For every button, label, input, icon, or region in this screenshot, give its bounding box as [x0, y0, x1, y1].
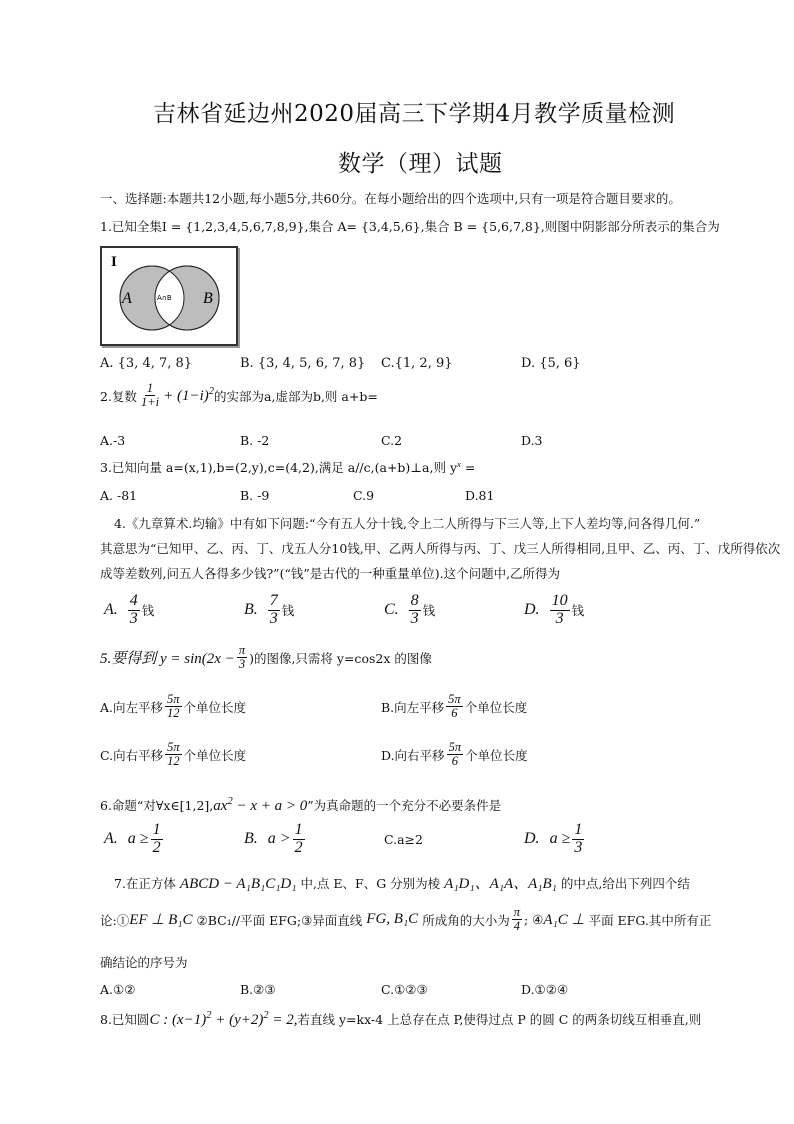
q2-option-b: B. -2 — [240, 433, 270, 448]
q6-d-expr: a ≥ — [549, 830, 571, 848]
q4-b-den: 3 — [269, 609, 278, 627]
q7-option-a: A.①② — [100, 982, 136, 997]
q5-a-post: 个单位长度 — [183, 699, 247, 715]
q5-d-num: 5π — [448, 740, 462, 754]
q4-option-b-label: B. — [244, 601, 258, 619]
q4-a-num: 4 — [129, 592, 138, 609]
q5-frac-den: 3 — [238, 657, 246, 672]
q3-option-b: B. -9 — [240, 488, 270, 503]
venn-label-i: I — [111, 254, 117, 270]
q7-l2e: 所成角的大小为 — [422, 912, 510, 928]
q4-option-d-label: D. — [524, 601, 540, 619]
section-intro: 一、选择题:本题共12小题,每小题5分,共60分。在每小题给出的四个选项中,只有一项是符合题目要求的。 — [100, 191, 681, 206]
q6-b-expr: a > — [267, 830, 291, 848]
q5-a-frac — [165, 693, 182, 720]
q5-c-post: 个单位长度 — [183, 747, 247, 763]
q4-line1: 4.《九章算术.均输》中有如下问题:“今有五人分十钱,令上二人所得与下三人等,上下人差均等,问各得几何.” — [114, 516, 701, 531]
q5-suffix: )的图像,只需将 y=cos2x 的图像 — [249, 650, 432, 666]
q4-option-b-unit: 钱 — [281, 603, 295, 619]
q1-option-a: A. {3, 4, 7, 8} — [100, 356, 193, 371]
q1-option-c: C.{1, 2, 9} — [381, 356, 453, 371]
q5-option-a — [100, 693, 246, 720]
q5-d-post: 个单位长度 — [465, 747, 528, 763]
q4-option-d-unit: 钱 — [571, 603, 585, 619]
q7-option-c: C.①②③ — [381, 982, 428, 997]
q4-option-c-unit: 钱 — [422, 603, 436, 619]
q8-expr3: = 2, — [268, 1012, 298, 1028]
q2-stem — [100, 382, 378, 409]
q3-tail: = — [460, 460, 476, 475]
q5-option-d — [381, 741, 528, 768]
q5-option-b — [381, 693, 527, 720]
q7-l2d: FG, B₁C — [366, 911, 419, 928]
q7-option-b: B.②③ — [240, 982, 276, 997]
venn-label-center: A∩B — [157, 294, 172, 302]
q5-b-frac — [446, 693, 463, 720]
venn-label-b: B — [203, 290, 213, 307]
q5-d-frac — [447, 741, 464, 768]
q6-stem-c: − x + a > 0 — [232, 798, 308, 814]
q6-a-num: 1 — [152, 821, 161, 838]
q8-stem — [100, 1010, 701, 1029]
q7-l1a: 7.在正方体 — [114, 876, 176, 891]
q4-option-a-label: A. — [104, 601, 118, 619]
q2-prefix: 2.复数 — [100, 388, 137, 404]
venn-svg — [102, 248, 236, 344]
q4-option-a-unit: 钱 — [141, 603, 155, 619]
q3-stem-text: 3.已知向量 a=(x,1),b=(2,y),c=(4,2),满足 a//c,(a+b)⊥a,则 y — [100, 460, 458, 475]
q4-option-a-frac — [128, 593, 140, 628]
q5-c-num: 5π — [167, 740, 180, 754]
q7-frac-num: π — [513, 905, 520, 919]
q7-l2g: A₁C ⊥ — [543, 912, 585, 929]
q4-line2: 其意思为“已知甲、乙、丙、丁、戊五人分10钱,甲、乙两人所得与丙、丁、戊三人所得相同,且甲、乙、丙、丁、戊所得依次 — [100, 541, 781, 556]
q4-a-den: 3 — [129, 609, 138, 627]
q4-option-d-frac — [550, 593, 570, 628]
q6-d-frac — [572, 822, 584, 857]
q3-sup: x — [457, 458, 461, 469]
q6-a-frac — [151, 822, 163, 857]
q4-option-c — [384, 593, 435, 628]
title-line1: 吉林省延边州2020届高三下学期4月教学质量检测 — [153, 101, 676, 127]
q8-sup1: 2 — [206, 1010, 212, 1021]
q5-stem — [100, 644, 432, 671]
q8-prefix: 8.已知圆 — [100, 1012, 150, 1027]
q7-l1e: 的中点,给出下列四个结 — [560, 876, 690, 891]
q5-a-den: 12 — [167, 706, 180, 721]
q2-fraction — [139, 382, 161, 409]
q2-option-c: C.2 — [381, 433, 403, 448]
q6-b-frac — [293, 822, 305, 857]
q7-l1d: A₁D₁、A₁A、A₁B₁ — [444, 876, 557, 892]
venn-label-a: A — [122, 290, 132, 307]
q7-line3: 确结论的序号为 — [100, 955, 188, 970]
q5-frac-num: π — [238, 643, 246, 657]
q7-frac-den: 4 — [513, 919, 520, 934]
q7-frac — [512, 906, 522, 933]
q2-option-a: A.-3 — [100, 433, 126, 448]
q4-option-b-frac — [268, 593, 280, 628]
q7-l2c: ②BC₁//平面 EFG;③异面直线 — [196, 912, 363, 928]
q7-line1 — [114, 872, 690, 893]
q6-option-d — [524, 822, 586, 857]
q5-b-num: 5π — [448, 692, 461, 706]
q5-prefix: 5.要得到 y = sin(2x − — [100, 651, 235, 668]
title-line2: 数学（理）试题 — [338, 151, 503, 177]
q8-suffix: 若直线 y=kx-4 上总存在点 P,使得过点 P 的圆 C 的两条切线互相垂直,则 — [297, 1012, 702, 1027]
q6-a-den: 2 — [152, 838, 161, 856]
q7-l2a: 论:① — [100, 912, 130, 928]
q7-line2 — [100, 906, 711, 933]
q5-b-pre: B.向左平移 — [381, 699, 445, 715]
q1-option-b: B. {3, 4, 5, 6, 7, 8} — [240, 356, 366, 371]
q5-a-pre: A.向左平移 — [100, 699, 164, 715]
q8-sup2: 2 — [263, 1010, 269, 1021]
q6-a-expr: a ≥ — [127, 830, 149, 848]
q6-stem — [100, 796, 501, 815]
q6-option-a — [104, 822, 165, 857]
q4-c-den: 3 — [410, 609, 419, 627]
q5-b-den: 6 — [451, 706, 458, 721]
q5-b-post: 个单位长度 — [464, 699, 528, 715]
q8-expr: C : (x−1) — [149, 1012, 207, 1028]
q7-option-d: D.①②④ — [521, 982, 569, 997]
q2-sup: 2 — [208, 386, 215, 398]
q5-frac — [237, 644, 247, 671]
q6-b-num: 1 — [294, 821, 303, 838]
q4-option-c-label: C. — [384, 601, 399, 619]
q5-d-pre: D.向右平移 — [381, 747, 445, 763]
q4-d-num: 10 — [551, 592, 568, 609]
q6-option-b — [244, 822, 307, 857]
q7-l2h: 平面 EFG.其中所有正 — [588, 912, 712, 928]
q2-expr: + (1−i) — [163, 388, 209, 405]
q6-stem-d: ”为真命题的一个充分不必要条件是 — [307, 798, 502, 813]
q2-suffix: 的实部为a,虚部为b,则 a+b= — [214, 388, 378, 404]
q5-d-den: 6 — [451, 754, 458, 769]
q6-d-den: 3 — [574, 838, 583, 856]
q4-option-c-frac — [409, 593, 421, 628]
q4-option-d — [524, 593, 584, 628]
q7-l2f: ; ④ — [523, 912, 544, 928]
q6-stem-a: 6.命题“对∀x∈[1,2], — [100, 798, 214, 813]
q4-b-num: 7 — [269, 592, 278, 609]
q7-l1b: ABCD − A₁B₁C₁D₁ — [179, 876, 297, 892]
q5-c-pre: C.向右平移 — [100, 747, 164, 763]
venn-diagram — [100, 246, 238, 346]
q6-stem-sup: 2 — [227, 796, 233, 807]
q3-option-c: C.9 — [353, 488, 375, 503]
q5-c-den: 12 — [167, 754, 180, 769]
q3-option-a: A. -81 — [100, 488, 138, 503]
q8-expr2: + (y+2) — [211, 1012, 264, 1028]
q5-option-c — [100, 741, 246, 768]
q7-l1c: 中,点 E、F、G 分别为棱 — [300, 876, 441, 891]
q7-l2b: EF ⊥ B₁C — [129, 912, 193, 929]
q6-d-num: 1 — [574, 821, 583, 838]
q4-c-num: 8 — [410, 592, 419, 609]
q2-frac-den: 1+i — [140, 395, 160, 410]
q6-a-label: A. — [104, 830, 118, 848]
q5-c-frac — [165, 741, 182, 768]
q6-b-label: B. — [244, 830, 258, 848]
q3-option-d: D.81 — [465, 488, 495, 503]
q3-stem — [100, 458, 475, 476]
q1-stem: 1.已知全集I = {1,2,3,4,5,6,7,8,9},集合 A= {3,4,5,6},集合 B = {5,6,7,8},则图中阴影部分所表示的集合为 — [100, 219, 720, 234]
q5-a-num: 5π — [167, 692, 180, 706]
q2-option-d: D.3 — [521, 433, 543, 448]
q4-d-den: 3 — [555, 609, 564, 627]
q4-option-a — [104, 593, 154, 628]
q6-stem-b: ax — [213, 798, 228, 814]
q6-d-label: D. — [524, 830, 540, 848]
q4-option-b — [244, 593, 294, 628]
q6-option-c: C.a≥2 — [384, 832, 423, 847]
q6-b-den: 2 — [294, 838, 303, 856]
q1-option-d: D. {5, 6} — [521, 356, 581, 371]
q2-frac-num: 1 — [146, 381, 154, 395]
q4-line3: 成等差数列,问五人各得多少钱?”(“钱”是古代的一种重量单位).这个问题中,乙所得为 — [100, 566, 561, 581]
